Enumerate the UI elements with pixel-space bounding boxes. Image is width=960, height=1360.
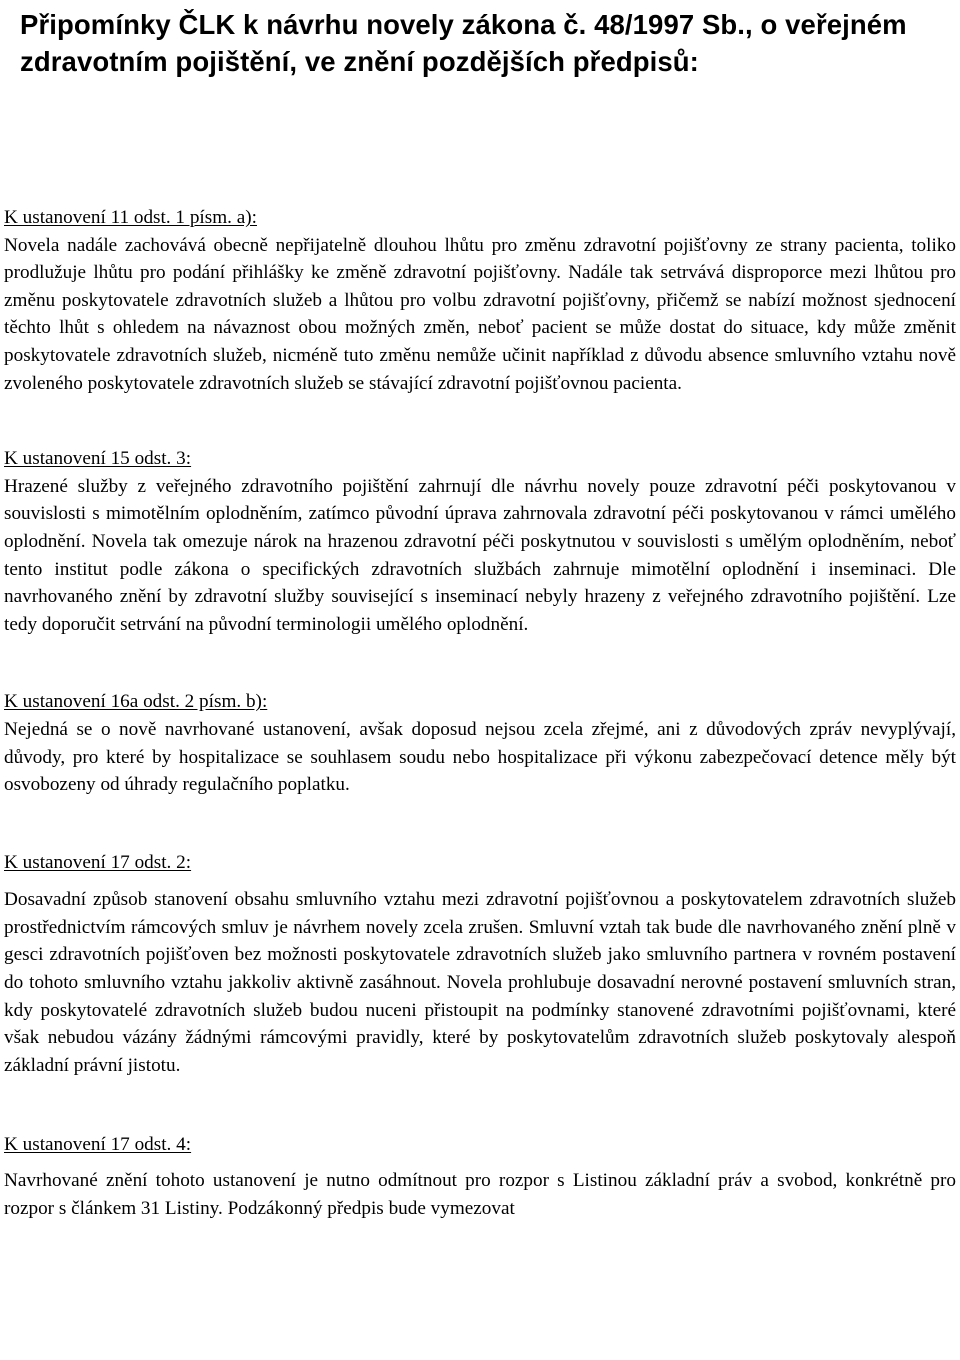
section-heading: K ustanovení 16a odst. 2 písm. b):	[4, 691, 268, 713]
section-body: Novela nadále zachovává obecně nepřijatelně dlouhou lhůtu pro změnu zdravotní pojišťovny ze strany pacienta, toliko prodlužuje lhůtu pro podání přihlášky ke změně zdravotní pojišťovny. Nadále tak setrvává disproporce mezi lhůtou pro změnu poskytovatele zdravotních služeb a lhůtou pro volbu zdravotní pojišťovny, přičemž se nabízí možnost sjednocení těchto lhůt s ohledem na návaznost obou možných změn, neboť pacient se může dostat do situace, kdy může změnit poskytovatele zdravotních služeb, nicméně tuto změnu nemůže učinit například z důvodu absence smluvního vztahu nově zvoleného poskytovatele zdravotních služeb se stávající zdravotní pojišťovnou pacienta.	[4, 234, 956, 394]
section-body: Nejedná se o nově navrhované ustanovení, avšak doposud nejsou zcela zřejmé, ani z důvodových zpráv nevyplývají, důvody, pro které by hospitalizace se souhlasem soudu nebo hospitalizace při výkonu zabezpečovací detence měly být osvobozeny od úhrady regulačního poplatku.	[4, 718, 956, 796]
section-17-2	[4, 849, 956, 1080]
section-heading: K ustanovení 17 odst. 2:	[4, 851, 192, 873]
section-body: Hrazené služby z veřejného zdravotního pojištění zahrnují dle návrhu novely pouze zdravotní péči poskytovanou v souvislosti s mimotělním oplodněním, zatímco původní úprava zahrnovala zdravotní péči poskytovanou v rámci umělého oplodnění. Novela tak omezuje nárok na hrazenou zdravotní péči poskytnutou v souvislosti s umělým oplodněním, neboť tento institut podle zákona o specifických zdravotních službách zahrnuje mimotělní oplodnění i inseminaci. Dle navrhovaného znění by zdravotní služby související s inseminací nebyly hrazeny z veřejného zdravotního pojištění. Lze tedy doporučit setrvání na původní terminologii umělého oplodnění.	[4, 475, 956, 635]
section-heading: K ustanovení 11 odst. 1 písm. a):	[4, 207, 257, 228]
section-heading: K ustanovení 17 odst. 4:	[4, 1134, 192, 1156]
section-15-3	[4, 445, 956, 638]
section-heading: K ustanovení 15 odst. 3:	[4, 448, 192, 470]
document-title: Připomínky ČLK k návrhu novely zákona č. 48/1997 Sb., o veřejném zdravotním pojištění, ve znění pozdějších předpisů:	[20, 9, 907, 77]
section-16a-2b	[4, 688, 956, 798]
document-page	[4, 6, 956, 1222]
section-body: Navrhované znění tohoto ustanovení je nutno odmítnout pro rozpor s Listinou základní práv a svobod, konkrétně pro rozpor s článkem 31 Listiny. Podzákonný předpis bude vymezovat	[4, 1170, 956, 1219]
section-11-1a	[4, 204, 956, 397]
section-17-4	[4, 1131, 956, 1222]
section-body: Dosavadní způsob stanovení obsahu smluvního vztahu mezi zdravotní pojišťovnou a poskytovatelem zdravotních služeb prostřednictvím rámcových smluv je návrhem novely zcela zrušen. Smluvní vztah tak bude dle navrhovaného znění plně v gesci zdravotních pojišťoven bez možnosti poskytovatele zdravotních služeb jako smluvního partnera v rovném postavení do tohoto smluvního vztahu jakkoliv aktivně zasáhnout. Novela prohlubuje dosavadní nerovné postavení smluvních stran, kdy poskytovatelé zdravotních služeb budou nuceni přistoupit na podmínky stanovené zdravotními pojišťovnami, které však nebudou vázány žádnými rámcovými pravidly, které by poskytovatelům zdravotních služeb poskytovaly alespoň základní právní jistotu.	[4, 889, 956, 1076]
